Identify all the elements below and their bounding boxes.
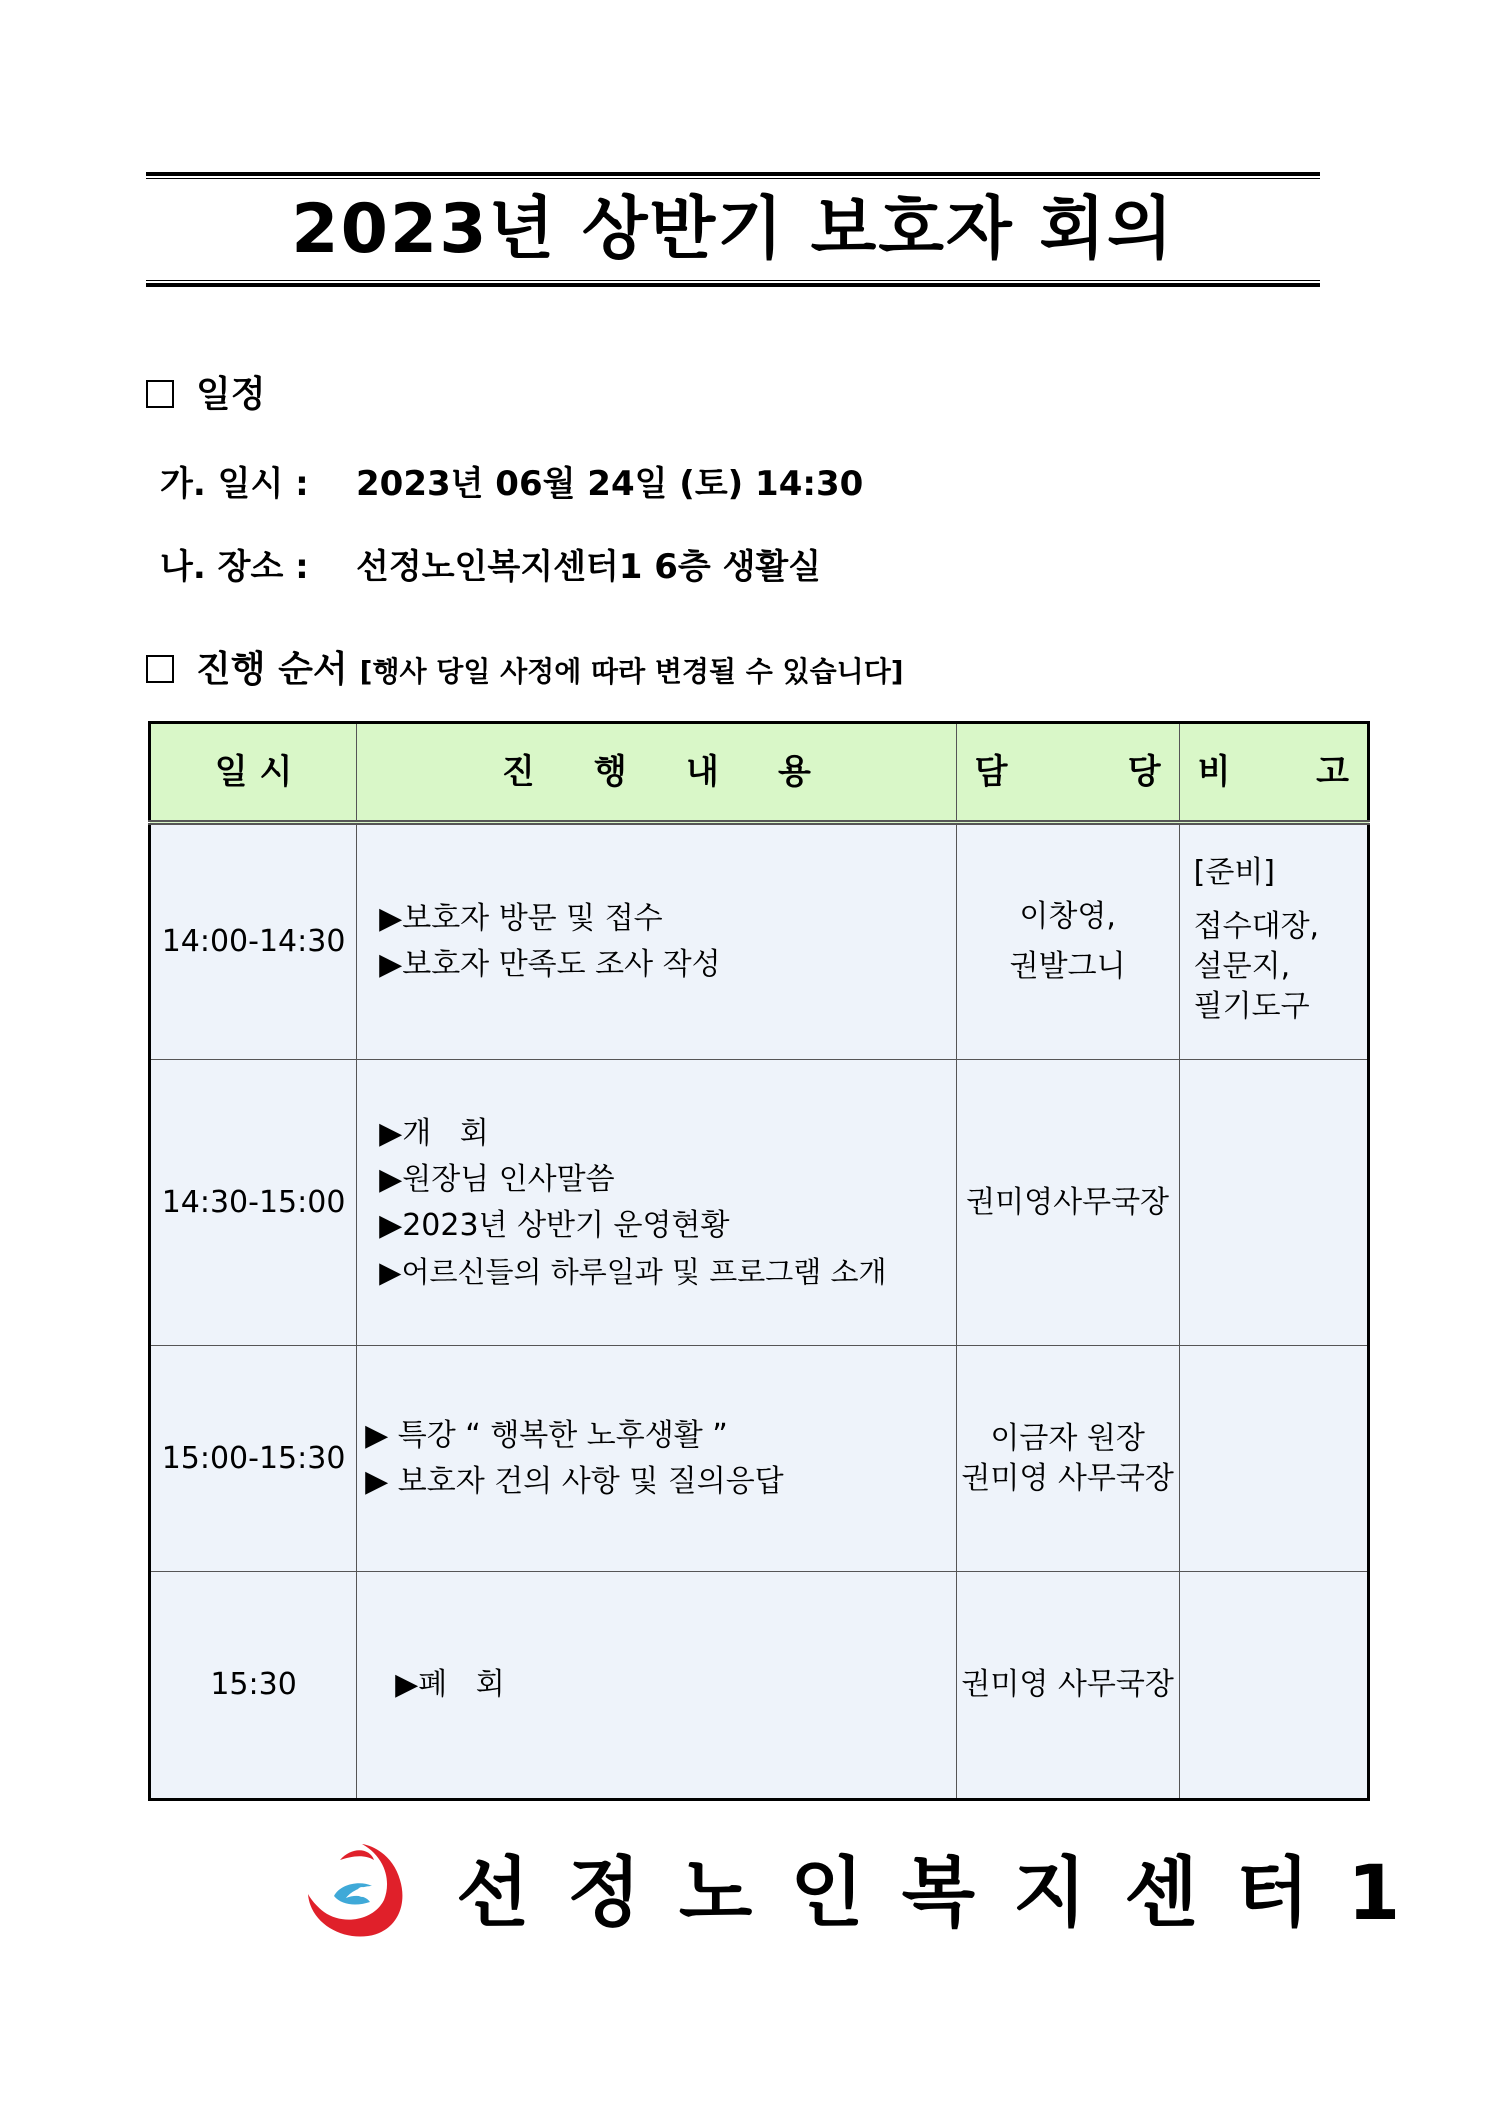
row-content bbox=[357, 1346, 956, 1572]
row-time: 15:30 bbox=[150, 1572, 357, 1800]
row-content bbox=[357, 1060, 956, 1346]
content-item: ▶보호자 방문 및 접수 bbox=[379, 901, 663, 936]
content-item: ▶개 회 bbox=[379, 1115, 489, 1151]
row-time: 14:00-14:30 bbox=[150, 823, 357, 1060]
content-item: ▶원장님 인사말씀 bbox=[379, 1161, 615, 1197]
row-remark bbox=[1179, 1346, 1368, 1572]
title-rule-top-thin bbox=[146, 178, 1320, 179]
center-name: 선정노인복지센터1 bbox=[456, 1848, 1439, 1937]
content-item: ▶ 특강 “ 행복한 노후생활 ” bbox=[365, 1417, 728, 1453]
header-time: 일 시 bbox=[150, 723, 357, 823]
title-rule-bottom-thin bbox=[146, 280, 1320, 281]
table-row bbox=[150, 823, 1369, 1060]
table-row bbox=[150, 1572, 1369, 1800]
footer bbox=[300, 1836, 1439, 1946]
content-item: ▶폐 회 bbox=[395, 1667, 505, 1702]
checkbox-square-icon bbox=[146, 655, 174, 683]
header-person: 담 당 bbox=[956, 723, 1179, 823]
row-person: 권미영사무국장 bbox=[956, 1060, 1179, 1346]
table-header-row bbox=[150, 723, 1369, 823]
program-note: [행사 당일 사정에 따라 변경될 수 있습니다] bbox=[359, 655, 904, 688]
content-item: ▶ 보호자 건의 사항 및 질의응답 bbox=[365, 1463, 784, 1499]
place-label: 나. 장소 : bbox=[160, 547, 309, 587]
row-time: 14:30-15:00 bbox=[150, 1060, 357, 1346]
date-label: 가. 일시 : bbox=[160, 464, 309, 504]
title-rule-bottom bbox=[146, 283, 1320, 287]
row-remark bbox=[1179, 1060, 1368, 1346]
center-logo-icon bbox=[300, 1836, 410, 1946]
checkbox-square-icon bbox=[146, 380, 174, 408]
program-heading: 진행 순서 [행사 당일 사정에 따라 변경될 수 있습니다] bbox=[146, 648, 904, 694]
content-item: ▶보호자 만족도 조사 작성 bbox=[379, 947, 721, 982]
row-remark: [준비] 접수대장, 설문지, 필기도구 bbox=[1179, 823, 1368, 1060]
content-item: ▶어르신들의 하루일과 및 프로그램 소개 bbox=[379, 1254, 887, 1289]
row-content bbox=[357, 1572, 956, 1800]
schedule-table bbox=[148, 721, 1370, 1801]
row-content bbox=[357, 823, 956, 1060]
row-person: 이금자 원장 권미영 사무국장 bbox=[956, 1346, 1179, 1572]
table-row bbox=[150, 1060, 1369, 1346]
place-value: 선정노인복지센터1 6층 생활실 bbox=[356, 547, 822, 587]
title-rule-top bbox=[146, 172, 1320, 176]
table-row bbox=[150, 1346, 1369, 1572]
row-time: 15:00-15:30 bbox=[150, 1346, 357, 1572]
content-item: ▶2023년 상반기 운영현황 bbox=[379, 1207, 730, 1243]
schedule-heading: 일정 bbox=[146, 373, 266, 417]
page-title: 2023년 상반기 보호자 회의 bbox=[291, 190, 1175, 269]
row-person: 권미영 사무국장 bbox=[956, 1572, 1179, 1800]
row-person: 이창영, 권발그니 bbox=[956, 823, 1179, 1060]
header-remark: 비 고 bbox=[1179, 723, 1368, 823]
header-content: 진 행 내 용 bbox=[357, 723, 956, 823]
row-remark bbox=[1179, 1572, 1368, 1800]
date-value: 2023년 06월 24일 (토) 14:30 bbox=[356, 464, 864, 504]
